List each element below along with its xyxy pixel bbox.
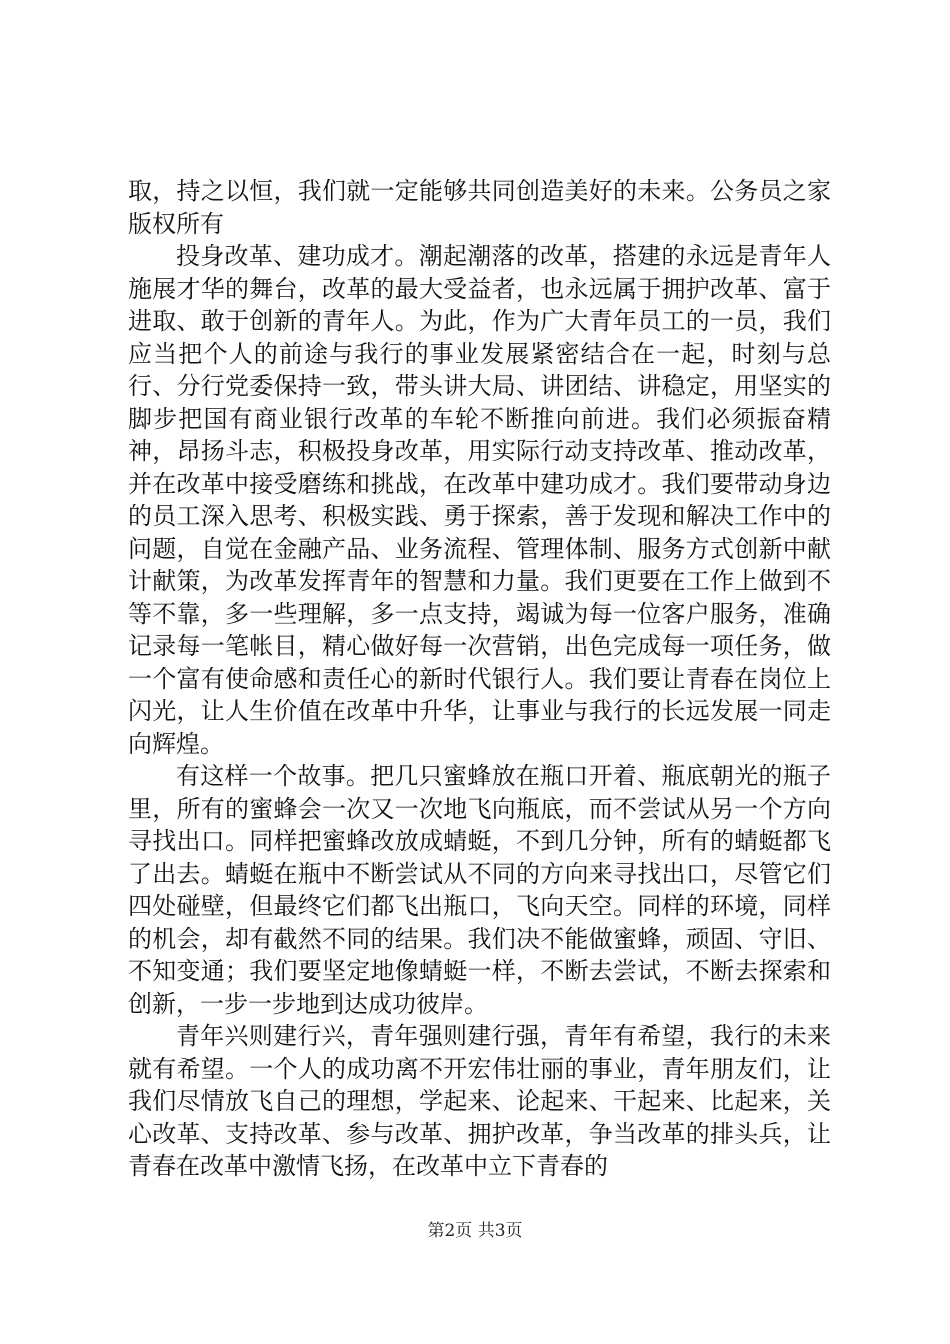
paragraph-story: 有这样一个故事。把几只蜜蜂放在瓶口开着、瓶底朝光的瓶子里，所有的蜜蜂会一次又一次地飞向瓶底，而不尝试从另一个方向寻找出口。同样把蜜蜂改放成蜻蜓，不到几分钟，所有的蜻蜓都飞了出去。蜻蜓在瓶中不断尝试从不同的方向来寻找出口，尽管它们四处碰壁，但最终它们都飞出瓶口，飞向天空。同样的环境，同样的机会，却有截然不同的结果。我们决不能做蜜蜂，顽固、守旧、不知变通；我们要坚定地像蜻蜓一样，不断去尝试，不断去探索和创新，一步一步地到达成功彼岸。 [128,762,831,1018]
paragraph-reform: 投身改革、建功成才。潮起潮落的改革，搭建的永远是青年人施展才华的舞台，改革的最大受益者，也永远属于拥护改革、富于进取、敢于创新的青年人。为此，作为广大青年员工的一员，我们应当把个人的前途与我行的事业发展紧密结合在一起，时刻与总行、分行党委保持一致，带头讲大局、讲团结、讲稳定，用坚实的脚步把国有商业银行改革的车轮不断推向前进。我们必须振奋精神，昂扬斗志，积极投身改革，用实际行动支持改革、推动改革，并在改革中接受磨练和挑战，在改革中建功成才。我们要带动身边的员工深入思考、积极实践、勇于探索，善于发现和解决工作中的问题，自觉在金融产品、业务流程、管理体制、服务方式创新中献计献策，为改革发挥青年的智慧和力量。我们更要在工作上做到不等不靠，多一些理解，多一点支持，竭诚为每一位客户服务，准确记录每一笔帐目，精心做好每一次营销，出色完成每一项任务，做一个富有使命感和责任心的新时代银行人。我们要让青春在岗位上闪光，让人生价值在改革中升华，让事业与我行的长远发展一同走向辉煌。 [128,242,831,758]
paragraph-youth: 青年兴则建行兴，青年强则建行强，青年有希望，我行的未来就有希望。一个人的成功离不开宏伟壮丽的事业，青年朋友们，让我们尽情放飞自己的理想，学起来、论起来、干起来、比起来，关心改革、支持改革、参与改革、拥护改革，争当改革的排头兵，让青春在改革中激情飞扬，在改革中立下青春的 [128,1022,831,1180]
paragraph-continuation: 取，持之以恒，我们就一定能够共同创造美好的未来。公务员之家版权所有 [128,177,831,238]
document-body [128,175,831,1183]
page-number-footer: 第2页 共3页 [427,1221,523,1241]
